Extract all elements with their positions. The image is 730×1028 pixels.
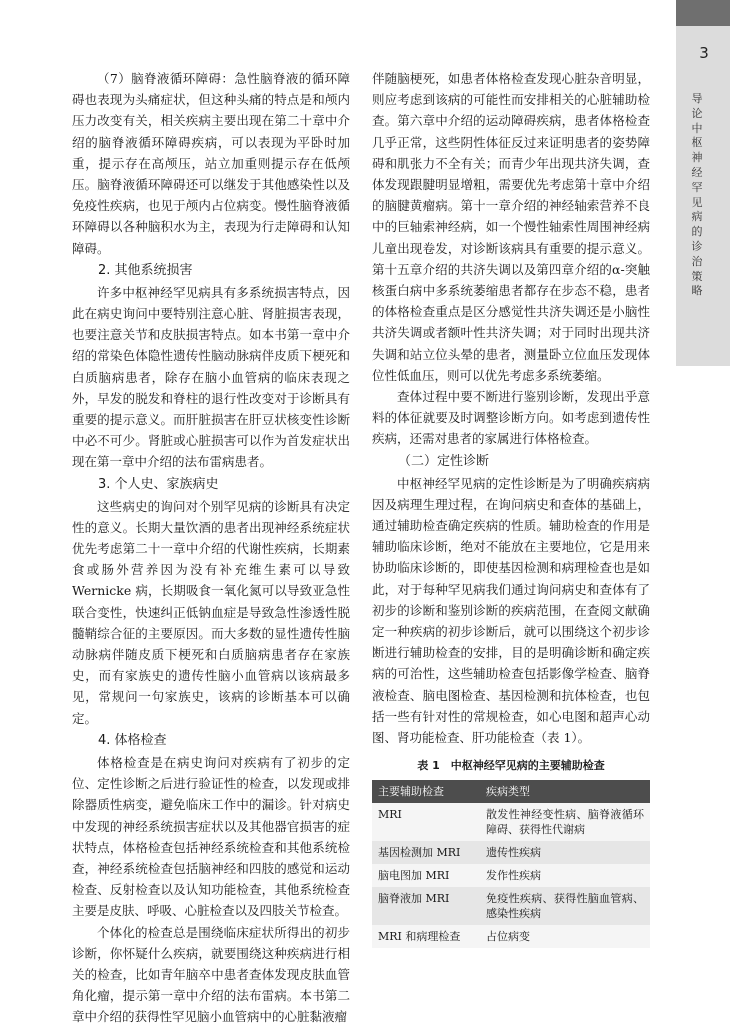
- table-cell: 遗传性疾病: [486, 846, 541, 860]
- aux-exam-table: [372, 780, 650, 948]
- table-cell: 脑脊液加 MRI: [378, 892, 450, 906]
- paragraph: 体格检查是在病史询问对疾病有了初步的定位、定性诊断之后进行验证性的检查，以发现或排除器质性病变，避免临床工作中的漏诊。针对病史中发现的神经系统损害症状以及其他器官损害的症状特点，体格检查包括神经系统检查和其他系统检查，神经系统检查包括脑神经和四肢的感觉和运动检查、反射检查以及认知功能检查，其他系统检查主要是皮肤、呼吸、心脏检查以及四肢关节检查。: [72, 754, 350, 919]
- table-row: [372, 887, 650, 925]
- table-cell: 基因检测加 MRI: [378, 846, 461, 860]
- section-heading: 2. 其他系统损害: [98, 262, 193, 278]
- paragraph: 这些病史的询问对个别罕见病的诊断具有决定性的意义。长期大量饮酒的患者出现神经系统症状优先考虑第二十一章中介绍的代谢性疾病，长期素食或肠外营养因为没有补充维生素可以导致 Wernicke 病，长期吸食一氧化氮可以导致亚急性联合变性，快速纠正低钠血症是导致急性渗透性脱髓鞘综合征的主要原因。而大多数的显性遗传性脑动脉病伴随皮质下梗死和白质脑病患者存在家族史，而有家族史的遗传性脑小血管病以该病最多见，常规问一句家族史，该病的诊断基本可以确定。: [72, 498, 350, 726]
- table-cell: 免疫性疾病、获得性脑血管病、感染性疾病: [486, 892, 644, 921]
- table-header-row: [372, 780, 650, 803]
- paragraph: （7）脑脊液循环障碍：急性脑脊液的循环障碍也表现为头痛症状，但这种头痛的特点是和颅内压力改变有关，相关疾病主要出现在第二十章中介绍的脑脊液循环障碍疾病，可以表现为平卧时加重，提示存在高颅压，站立加重则提示存在低颅压。脑脊液循环障碍还可以继发于其他感染性以及免疫性疾病，也见于颅内占位病变。慢性脑脊液循环障碍以各种脑积水为主，表现为行走障碍和认知障碍。: [72, 71, 350, 256]
- paragraph: 伴随脑梗死，如患者体格检查发现心脏杂音明显，则应考虑到该病的可能性而安排相关的心脏辅助检查。第六章中介绍的运动障碍疾病，患者体格检查几乎正常，这些阴性体征反过来证明患者的姿势障碍和肌张力不全有关；而青少年出现共济失调，查体发现跟腱明显增粗，需要优先考虑第十章中介绍的脑腱黄瘤病。第十一章介绍的神经轴索营养不良中的巨轴索神经病，如一个慢性轴索性周围神经病儿童出现卷发，对诊断该病具有重要的提示意义。第十五章介绍的共济失调以及第四章介绍的α-突触核蛋白病中多系统萎缩患者都存在步态不稳，患者的体格检查重点是区分感觉性共济失调还是小脑性共济失调或者额叶性共济失调；对于同时出现共济失调和站立位头晕的患者，测量卧立位血压发现体位性低血压，则可以优先考虑多系统萎缩。: [372, 71, 650, 383]
- section-heading: （二）定性诊断: [398, 453, 490, 469]
- table-caption: 表 1 中枢神经罕见病的主要辅助检查: [417, 759, 605, 773]
- table-cell: MRI 和病理检查: [378, 930, 461, 944]
- table-cell: MRI: [378, 808, 402, 822]
- paragraph: 查体过程中要不断进行鉴别诊断，发现出乎意料的体征就要及时调整诊断方向。如考虑到遗传性疾病，还需对患者的家属进行体格检查。: [372, 389, 650, 447]
- table-header-cell: 主要辅助检查: [378, 785, 444, 799]
- table-cell: 占位病变: [486, 930, 530, 944]
- page-number: 3: [699, 44, 709, 62]
- section-heading: 4. 体格检查: [98, 732, 167, 748]
- table-header-cell: 疾病类型: [486, 785, 530, 799]
- table-cell: 发作性疾病: [486, 869, 541, 883]
- running-title: 导论 中枢神经罕见病的诊治策略: [691, 92, 703, 298]
- table-row: [372, 841, 650, 864]
- table-row: [372, 864, 650, 887]
- paragraph: 个体化的检查总是围绕临床症状所得出的初步诊断，你怀疑什么疾病，就要围绕这种疾病进行相关的检查，比如青年脑卒中患者查体发现皮肤血管角化瘤，提示第一章中介绍的法布雷病。本书第二章中介绍的获得性罕见脑小血管病中的心脏黏液瘤: [72, 924, 350, 1025]
- left-column: [72, 68, 350, 1028]
- table-row: [372, 803, 650, 841]
- right-column: [372, 68, 650, 948]
- section-heading: 3. 个人史、家族病史: [98, 476, 219, 492]
- corner-tab: [676, 0, 730, 26]
- paragraph: 中枢神经罕见病的定性诊断是为了明确疾病病因及病理生理过程，在询问病史和查体的基础上，通过辅助检查确定疾病的性质。辅助检查的作用是辅助临床诊断，绝对不能放在主要地位，它是用来协助临床诊断的，即使基因检测和病理检查也是如此，对于每种罕见病我们通过询问病史和查体有了初步的诊断和鉴别诊断的疾病范围，在查阅文献确定一种疾病的初步诊断后，就可以围绕这个初步诊断进行辅助检查的安排，目的是明确诊断和确定疾病的可治性，这些辅助检查包括影像学检查、脑脊液检查、脑电图检查、基因检测和抗体检查，也包括一些有针对性的常规检查，如心电图和超声心动图、肾功能检查、肝功能检查（表 1）。: [372, 475, 650, 746]
- table-row: [372, 925, 650, 948]
- table-cell: 脑电图加 MRI: [378, 869, 450, 883]
- paragraph: 许多中枢神经罕见病具有多系统损害特点，因此在病史询问中要特别注意心脏、肾脏损害表现，也要注意关节和皮肤损害特点。如本书第一章中介绍的常染色体隐性遗传性脑动脉病伴皮质下梗死和白质脑病患者，除存在脑小血管病的临床表现之外，早发的脱发和脊柱的退行性改变对于诊断具有重要的提示意义。而肝脏损害在肝豆状核变性诊断中必不可少。肾脏或心脏损害可以作为首发症状出现在第一章中介绍的法布雷病患者。: [72, 284, 350, 470]
- table-cell: 散发性神经变性病、脑脊液循环障碍、获得性代谢病: [486, 808, 644, 837]
